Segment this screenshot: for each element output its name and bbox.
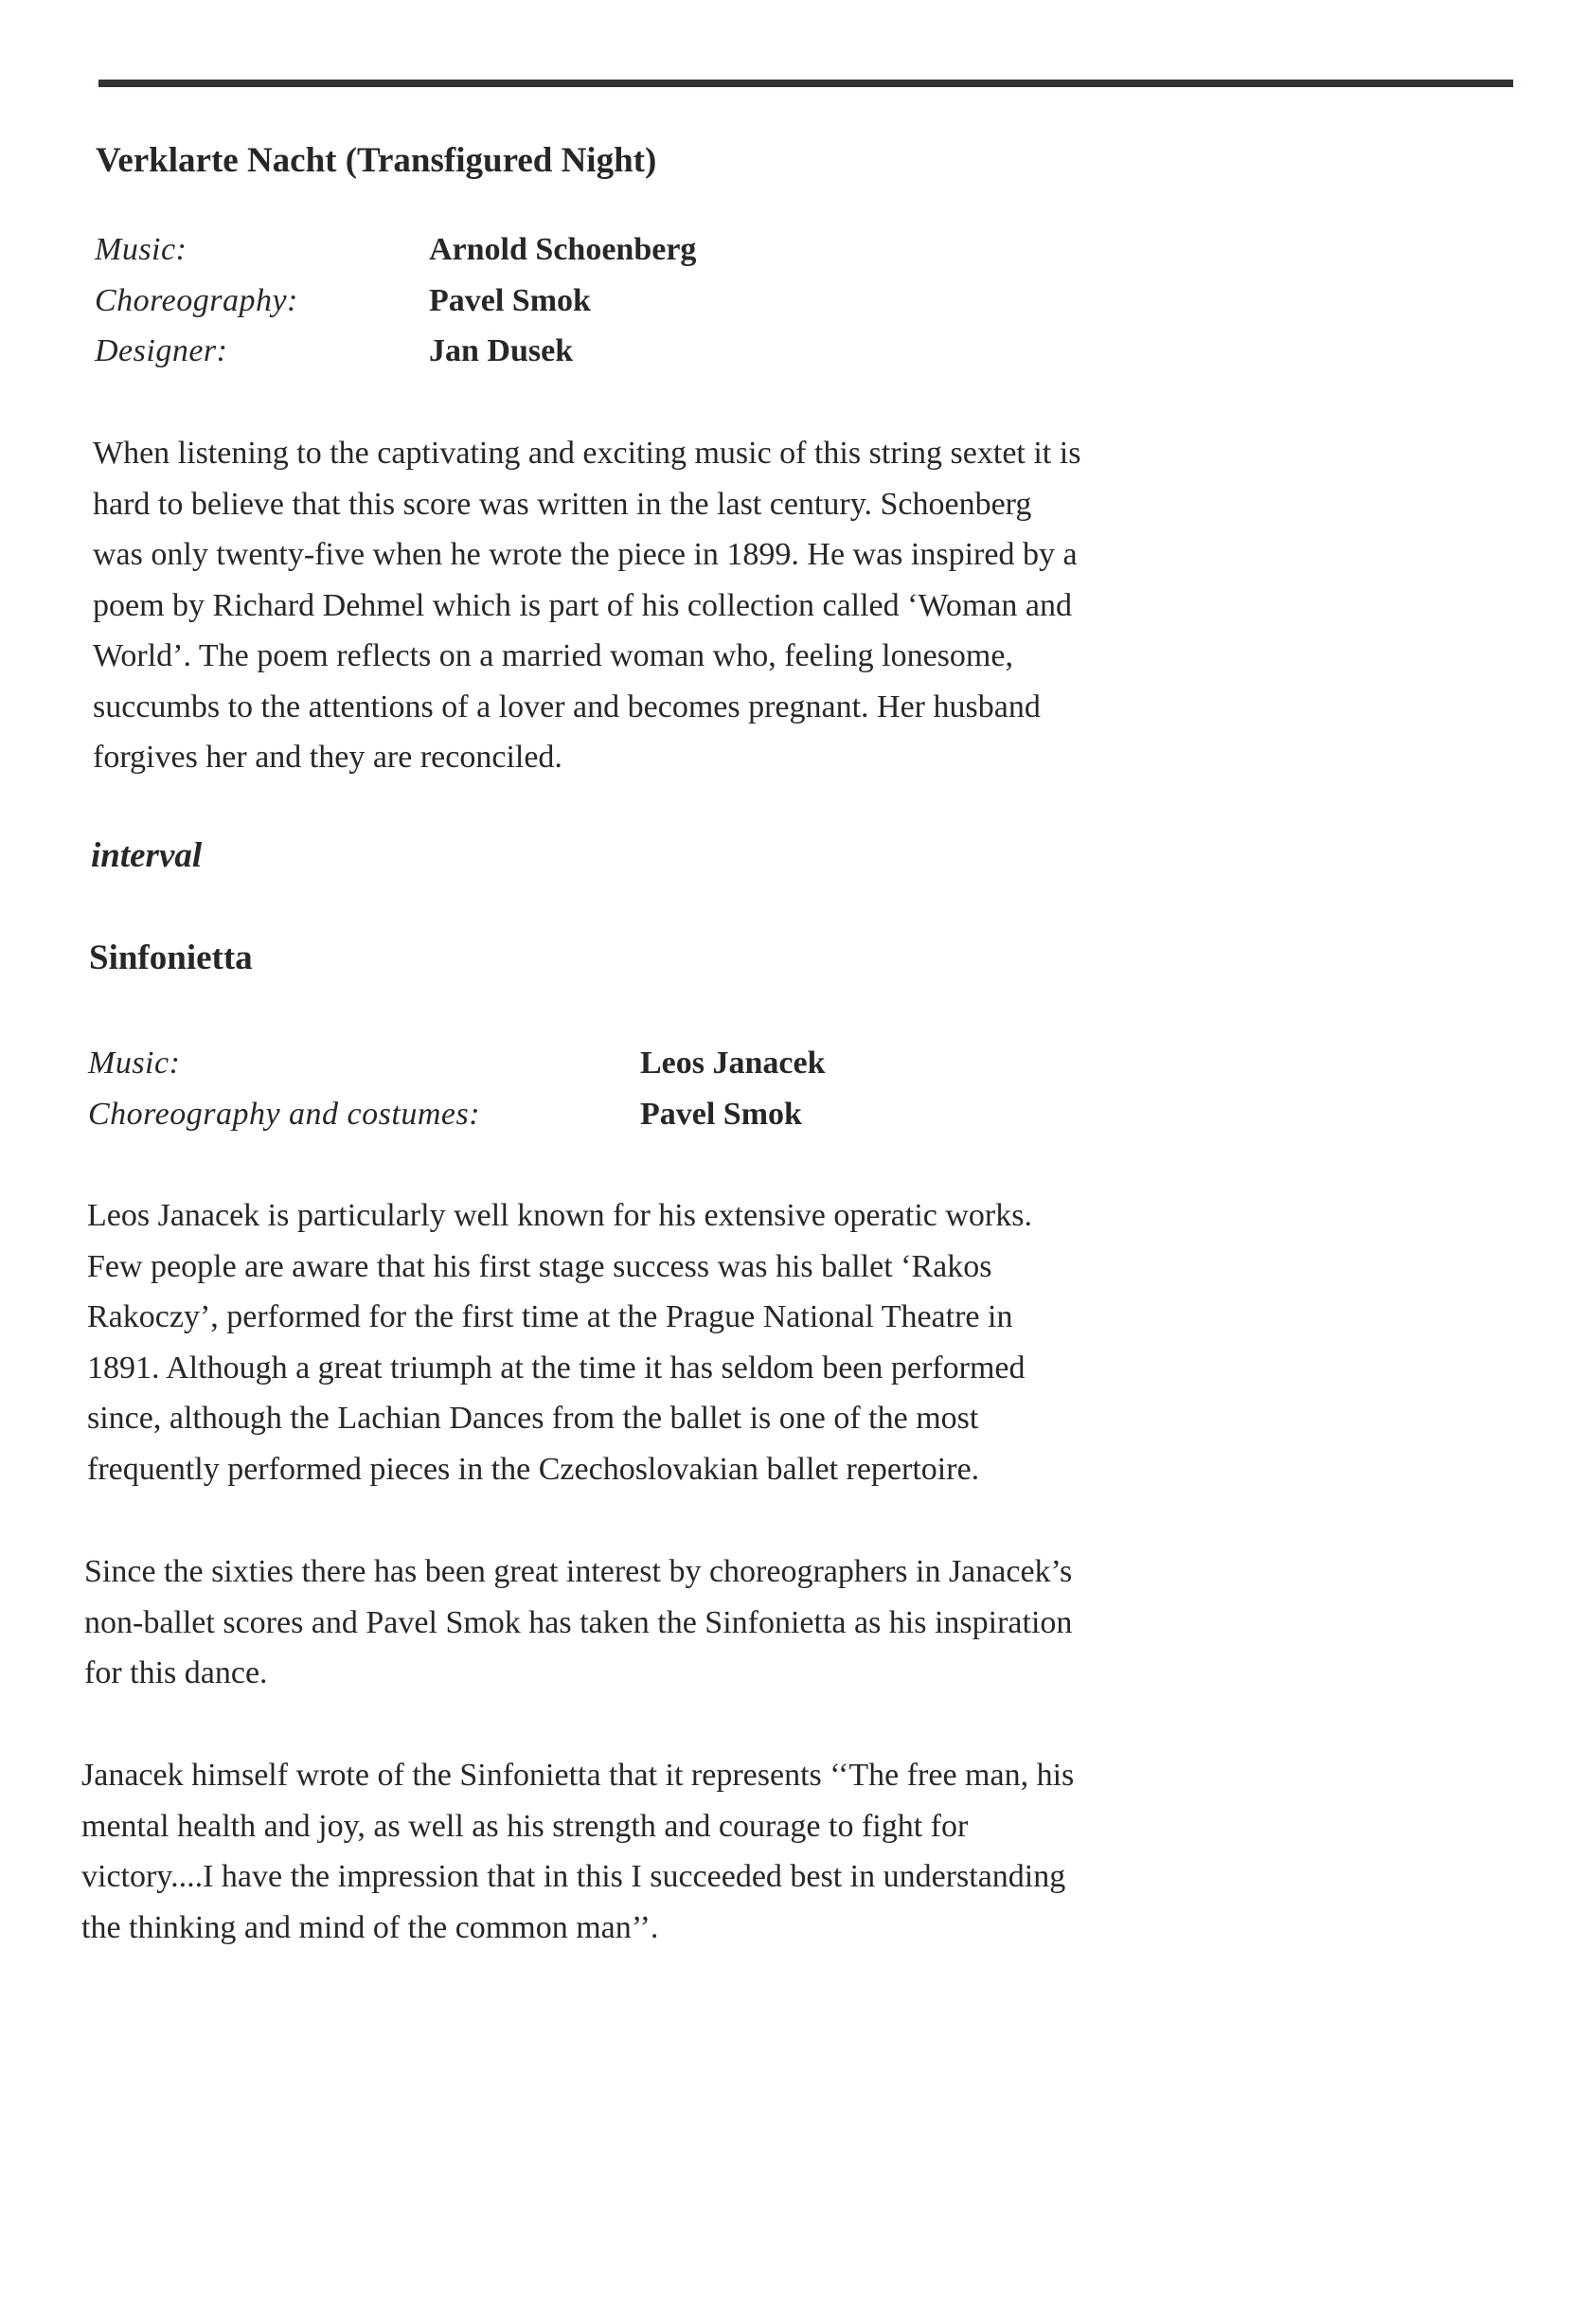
- credit-label: Choreography and costumes:: [88, 1096, 481, 1132]
- horizontal-rule: [98, 80, 1513, 87]
- paragraph-line: Few people are aware that his first stage success was his ballet ‘Rakos: [87, 1248, 992, 1284]
- section-title-sinfonietta: Sinfonietta: [89, 939, 253, 977]
- paragraph-line: the thinking and mind of the common man’’.: [81, 1909, 659, 1945]
- paragraph-janacek-quote: [81, 1750, 1074, 1953]
- paragraph-line: frequently performed pieces in the Czechoslovakian ballet repertoire.: [87, 1451, 980, 1487]
- paragraph-line: since, although the Lachian Dances from the ballet is one of the most: [87, 1401, 979, 1436]
- paragraph-line: mental health and joy, as well as his strength and courage to fight for: [81, 1808, 969, 1844]
- paragraph-line: Janacek himself wrote of the Sinfonietta that it represents ‘‘The free man, his: [81, 1758, 1075, 1793]
- credit-label: Designer:: [95, 333, 228, 368]
- paragraph-janacek-intro: [87, 1190, 1032, 1494]
- paragraph-line: Rakoczy’, performed for the first time at the Prague National Theatre in: [87, 1299, 1013, 1334]
- interval-label: interval: [91, 836, 203, 875]
- credit-value: Leos Janacek: [640, 1046, 826, 1081]
- paragraph-line: poem by Richard Dehmel which is part of his collection called ‘Woman and: [93, 587, 1072, 623]
- paragraph-line: When listening to the captivating and exciting music of this string sextet it is: [93, 436, 1081, 471]
- paragraph-line: Leos Janacek is particularly well known for his extensive operatic works.: [87, 1198, 1032, 1233]
- paragraph-line: forgives her and they are reconciled.: [93, 740, 562, 775]
- paragraph-line: World’. The poem reflects on a married woman who, feeling lonesome,: [93, 638, 1013, 673]
- paragraph-line: Since the sixties there has been great interest by choreographers in Janacek’s: [84, 1554, 1073, 1589]
- paragraph-line: 1891. Although a great triumph at the time it has seldom been performed: [87, 1350, 1026, 1385]
- section-title-verklarte-nacht: Verklarte Nacht (Transfigured Night): [96, 141, 657, 180]
- paragraph-line: hard to believe that this score was written in the last century. Schoenberg: [93, 486, 1032, 522]
- paragraph-line: non-ballet scores and Pavel Smok has taken the Sinfonietta as his inspiration: [84, 1604, 1073, 1640]
- paragraph-line: for this dance.: [84, 1655, 268, 1690]
- credit-value: Arnold Schoenberg: [429, 232, 697, 267]
- credit-label: Choreography:: [95, 282, 298, 318]
- paragraph-line: was only twenty-five when he wrote the piece in 1899. He was inspired by a: [93, 537, 1078, 572]
- credit-value: Jan Dusek: [429, 333, 574, 368]
- paragraph-verklarte-nacht: [93, 428, 1080, 783]
- paragraph-sixties: [84, 1546, 1072, 1699]
- credit-value: Pavel Smok: [640, 1096, 802, 1132]
- credit-label: Music:: [88, 1046, 181, 1081]
- paragraph-line: succumbs to the attentions of a lover and becomes pregnant. Her husband: [93, 688, 1041, 724]
- credit-label: Music:: [95, 232, 187, 267]
- paragraph-line: victory....I have the impression that in this I succeeded best in understanding: [81, 1859, 1066, 1894]
- credit-value: Pavel Smok: [429, 282, 591, 318]
